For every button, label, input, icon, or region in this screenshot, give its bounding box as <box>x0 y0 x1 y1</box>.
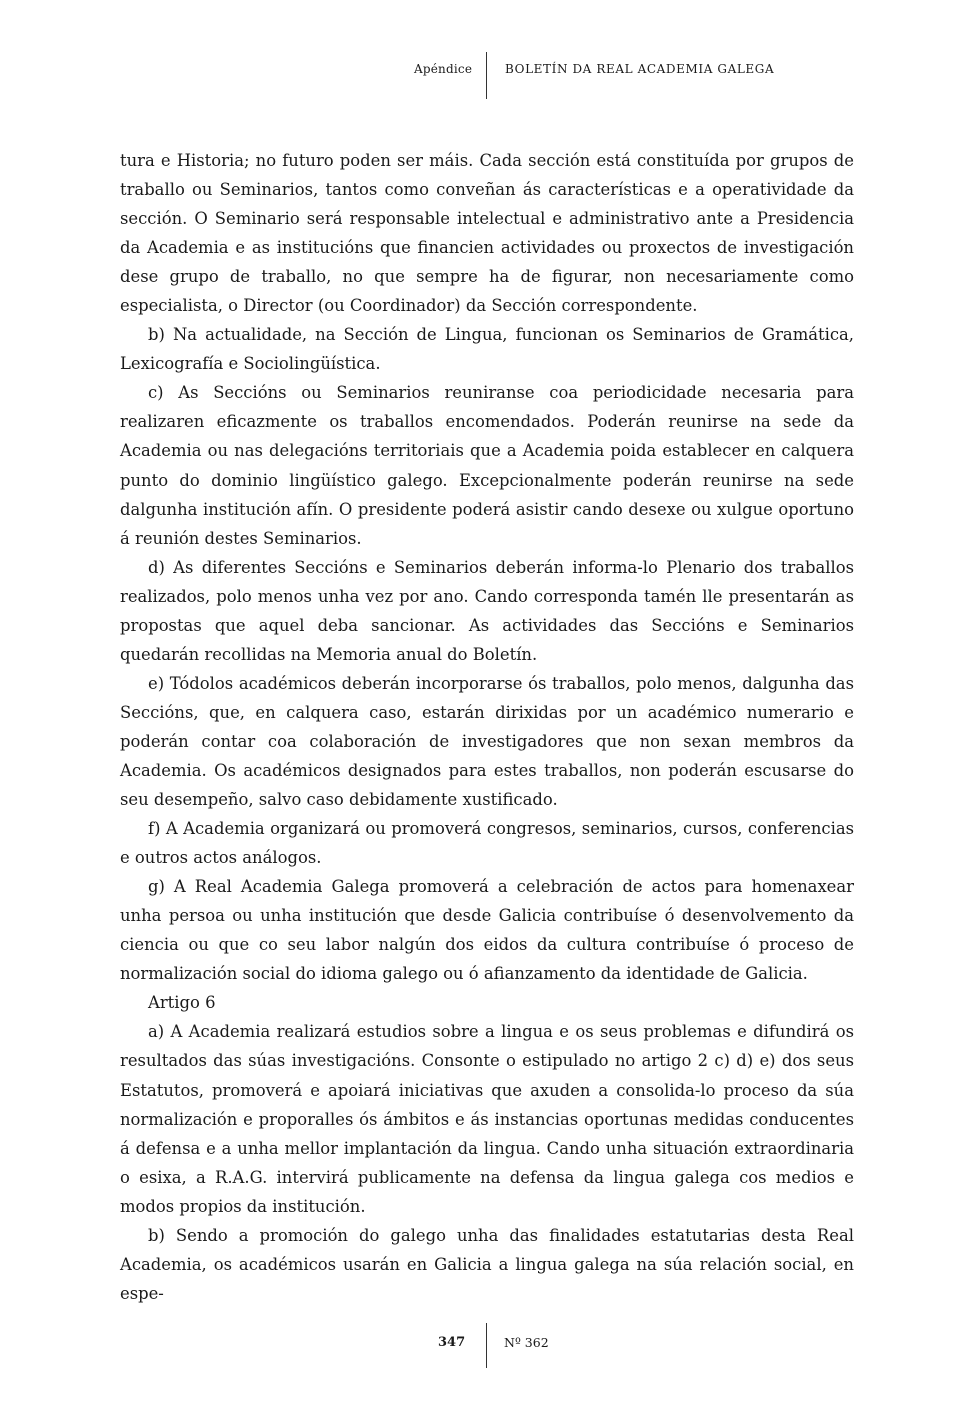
header-divider <box>486 52 487 99</box>
page-number: 347 <box>438 1335 466 1350</box>
running-header-journal: BOLETÍN DA REAL ACADEMIA GALEGA <box>505 62 775 76</box>
paragraph: b) Na actualidade, na Sección de Lingua, funcionan os Seminarios de Gramática, Lexicografía e Sociolingüística. <box>120 325 854 374</box>
paragraph: c) As Seccións ou Seminarios reuniranse coa periodicidade necesaria para realizaren eficazmente os traballos encomendados. Poderán reunirse na sede da Academia ou nas delegacións territoriais que a Academia poida establecer en calquera punto do dominio lingüístico galego. Excepcionalmente poderán reunirse na sede dalgunha institución afín. O presidente poderá asistir cando desexe ou xulgue oportuno á reunión destes Seminarios. <box>120 383 854 548</box>
paragraph: d) As diferentes Seccións e Seminarios deberán informa-lo Plenario dos traballos realizados, polo menos unha vez por ano. Cando corresponda tamén lle presentarán as propostas que aquel deba sancionar. As actividades das Seccións e Seminarios quedarán recollidas na Memoria anual do Boletín. <box>120 557 854 664</box>
paragraph: e) Tódolos académicos deberán incorporarse ós traballos, polo menos, dalgunha das Seccións, que, en calquera caso, estarán dirixidas por un académico numerario e poderán contar coa colaboración de investigadores que non sexan membros da Academia. Os académicos designados para estes traballos, non poderán escusarse do seu desempeño, salvo caso debidamente xustificado. <box>120 673 854 810</box>
paragraph: f) A Academia organizará ou promoverá congresos, seminarios, cursos, conferencias e outros actos análogos. <box>120 819 854 868</box>
paragraph: g) A Real Academia Galega promoverá a celebración de actos para homenaxear unha persoa ou unha institución que desde Galicia contribuíse ó desenvolvemento da ciencia ou que co seu labor nalgún dos eidos da cultura contribuíse ó proceso de normalización social do idioma galego ou ó afianzamento da identidade de Galicia. <box>120 877 854 984</box>
article-heading: Artigo 6 <box>148 993 216 1013</box>
paragraph: a) A Academia realizará estudios sobre a lingua e os seus problemas e difundirá os resultados das súas investigacións. Consonte o estipulado no artigo 2 c) d) e) dos seus Estatutos, promoverá e apoiará iniciativas que axuden a consolida-lo proceso da súa normalización e proporalles ós ámbitos e ás instancias oportunas medidas conducentes á defensa e a unha mellor implantación da lingua. Cando unha situación extraordinaria o esixa, a R.A.G. intervirá publicamente na defensa da lingua galega cos medios e modos propios da institución. <box>120 1022 854 1216</box>
paragraph: tura e Historia; no futuro poden ser máis. Cada sección está constituída por grupos de traballo ou Seminarios, tantos como conveñan ás características e a operatividade da sección. O Seminario será responsable intelectual e administrativo ante a Presidencia da Academia e as institucións que financien actividades ou proxectos de investigación dese grupo de traballo, no que sempre ha de figurar, non necesariamente como especialista, o Director (ou Coordinador) da Sección correspondente. <box>120 151 854 316</box>
paragraph: b) Sendo a promoción do galego unha das finalidades estatutarias desta Real Academia, os académicos usarán en Galicia a lingua galega na súa relación social, en espe- <box>120 1225 854 1303</box>
footer-divider <box>486 1323 487 1368</box>
running-header-section: Apéndice <box>414 62 473 76</box>
article-body <box>120 146 854 1308</box>
issue-number: Nº 362 <box>504 1335 549 1350</box>
